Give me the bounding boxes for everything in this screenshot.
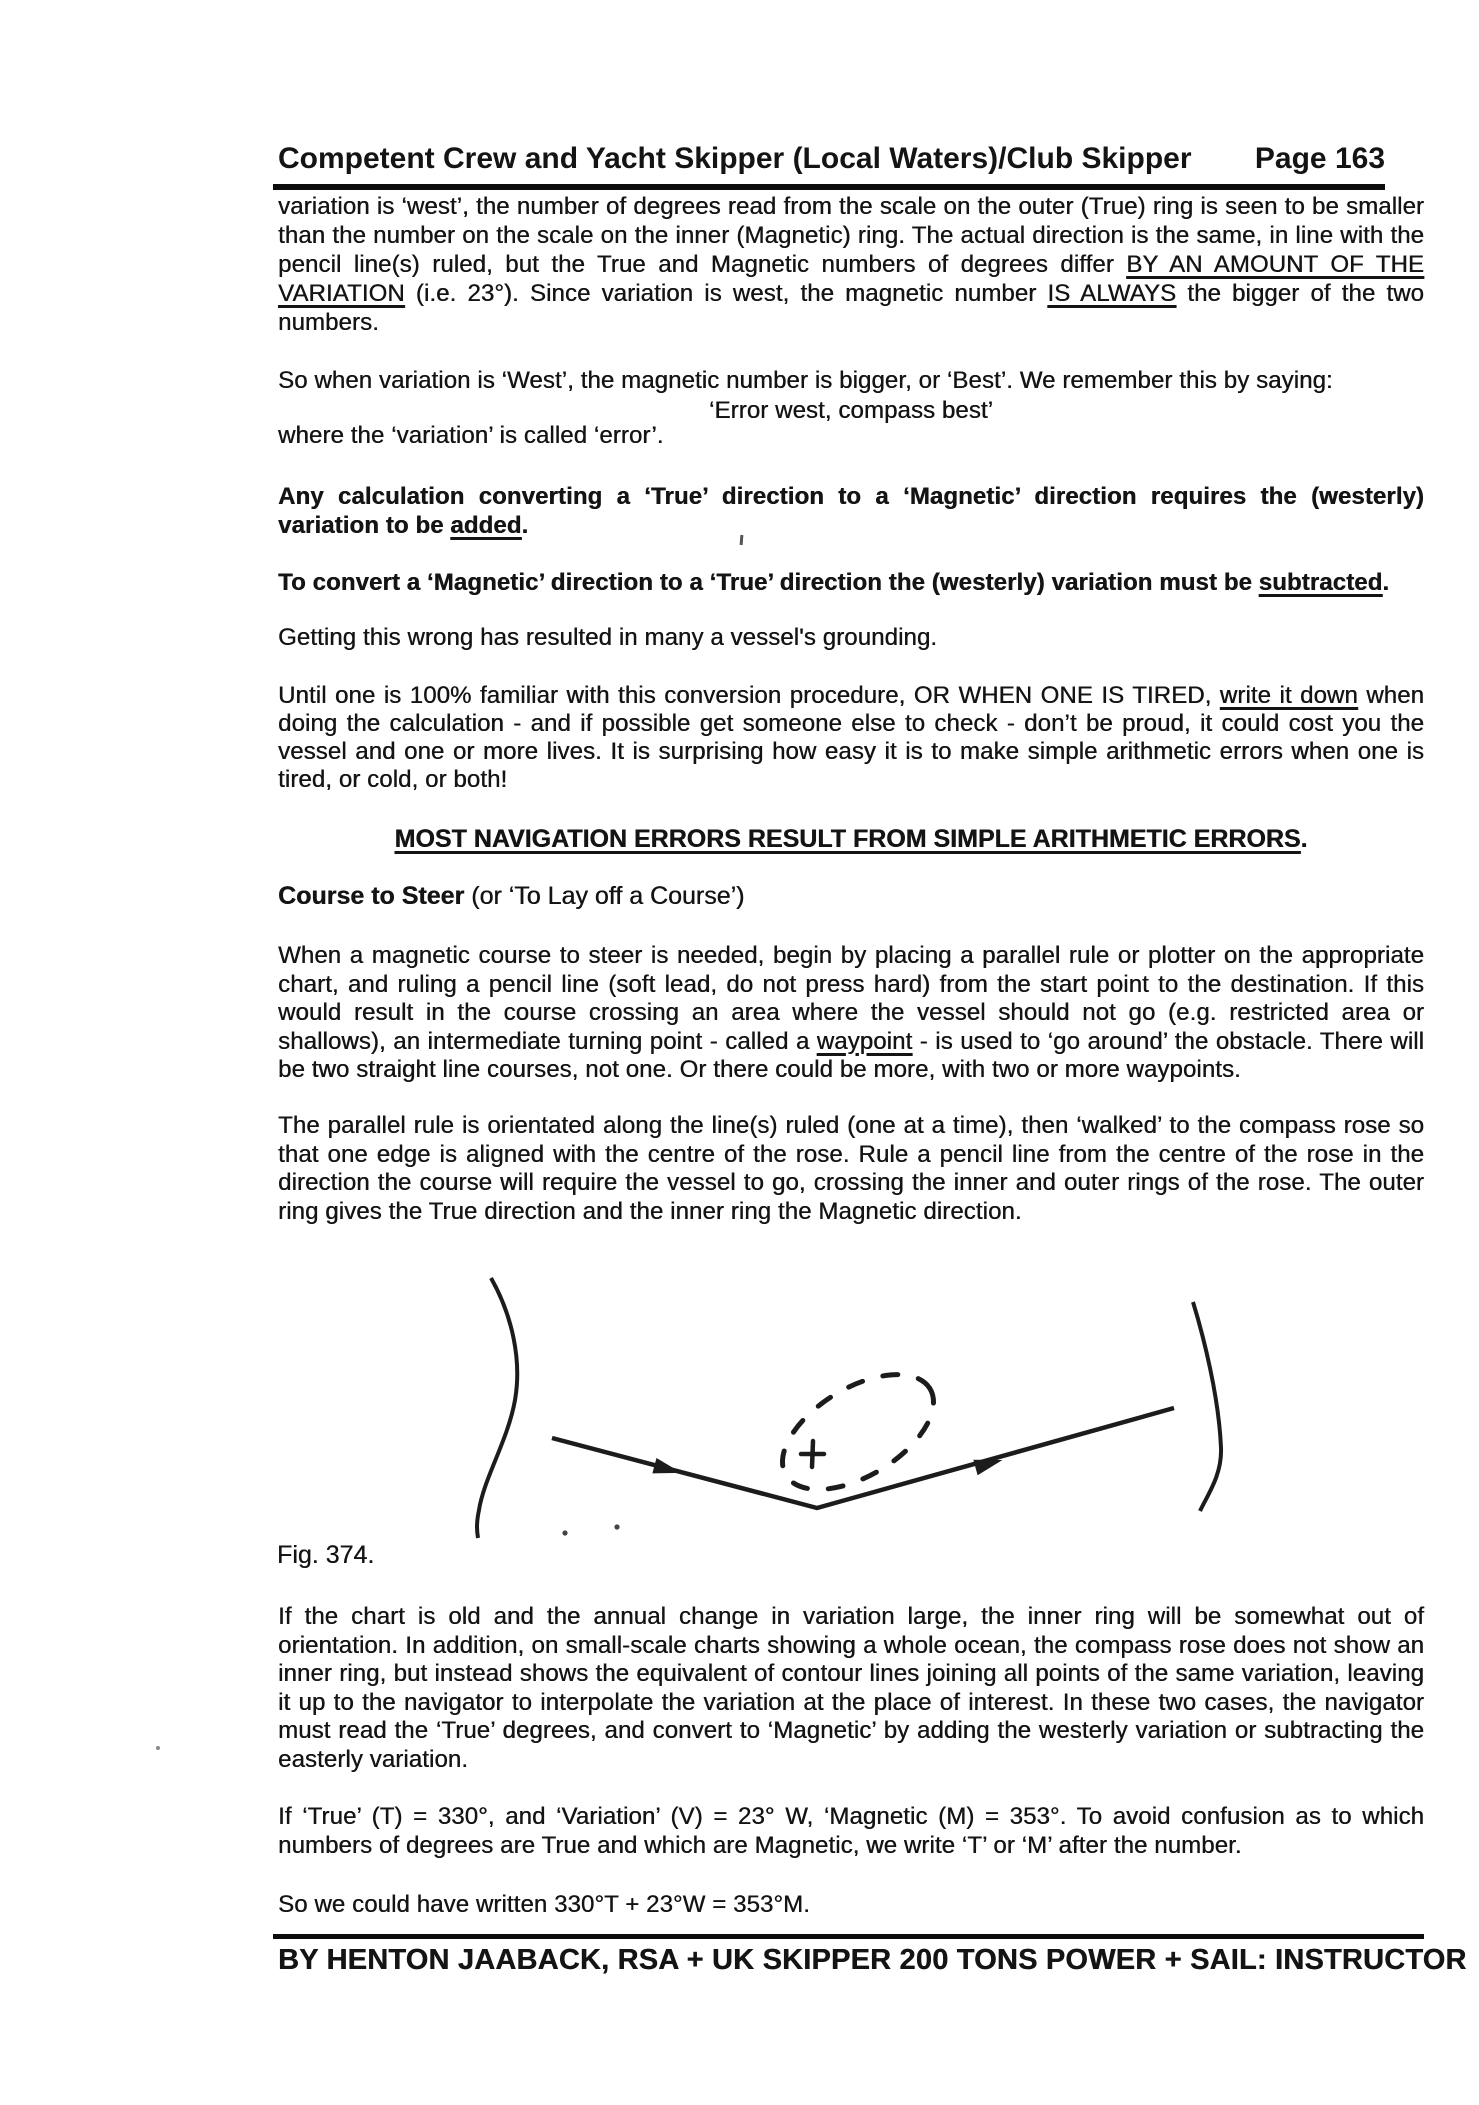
paragraph-true-variation-magnetic: If ‘True’ (T) = 330°, and ‘Variation’ (V) = 23° W, ‘Magnetic (M) = 353°. To avoid confusion as to which numbers of degrees are True and which are Magnetic, we write ‘T’ or ‘M’ after the number. bbox=[278, 1803, 1424, 1859]
paragraph-parallel-rule: The parallel rule is orientated along the line(s) ruled (one at a time), then ‘walked’ to the compass rose so that one edge is aligned with the centre of the rose. Rule a pencil line from the centre of the rose in the direction the course will require the vessel to go, crossing the inner and outer rings of the rose. The outer ring gives the True direction and the inner ring the Magnetic direction. bbox=[278, 1112, 1424, 1225]
line-variation-called-error: where the ‘variation’ is called ‘error’. bbox=[278, 422, 664, 449]
paragraph-error-west-intro: So when variation is ‘West’, the magnetic number is bigger, or ‘Best’. We remember this by saying: bbox=[278, 367, 1333, 394]
course-sketch-figure bbox=[300, 1260, 1300, 1600]
scan-speck bbox=[156, 1746, 160, 1750]
page-header bbox=[273, 142, 1385, 190]
page-title: Competent Crew and Yacht Skipper (Local Waters)/Club Skipper bbox=[278, 142, 1192, 175]
heading-course-to-steer: Course to Steer (or ‘To Lay off a Course’) bbox=[278, 882, 745, 910]
paragraph-old-chart: If the chart is old and the annual change in variation large, the inner ring will be somewhat out of orientation. In addition, on small-scale charts showing a whole ocean, the compass rose does not show an inner ring, but instead shows the equivalent of contour lines joining all points of the same variation, leaving it up to the navigator to interpolate the variation at the place of interest. In these two cases, the navigator must read the ‘True’ degrees, and convert to ‘Magnetic’ by adding the westerly variation or subtracting the easterly variation. bbox=[278, 1603, 1424, 1773]
paragraph-330T-example: So we could have written 330°T + 23°W = 353°M. bbox=[278, 1891, 810, 1918]
paragraph-magnetic-course: When a magnetic course to steer is needed, begin by placing a parallel rule or plotter on the appropriate chart, and ruling a pencil line (soft lead, do not press hard) from the start point to the destination. If this would result in the course crossing an area where the vessel should not go (e.g. restricted area or shallows), an intermediate turning point - called a waypoint - is used to ‘go around’ the obstacle. There will be two straight line courses, not one. Or there could be more, with two or more waypoints. bbox=[278, 942, 1424, 1083]
page-number: Page 163 bbox=[1254, 142, 1385, 175]
course-legs bbox=[552, 1408, 1174, 1508]
footer-author-line: BY HENTON JAABACK, RSA + UK SKIPPER 200 TONS POWER + SAIL: INSTRUCTOR bbox=[278, 1944, 1467, 1976]
figure-caption: Fig. 374. bbox=[277, 1541, 375, 1569]
paragraph-true-to-magnetic: Any calculation converting a ‘True’ direction to a ‘Magnetic’ direction requires the (westerly) variation to be added. bbox=[278, 483, 1424, 539]
left-coastline-curve bbox=[477, 1278, 517, 1538]
paragraph-variation-west: variation is ‘west’, the number of degrees read from the scale on the outer (True) ring is seen to be smaller than the number on the scale on the inner (Magnetic) ring. The actual direction is the same, in line with the pencil line(s) ruled, but the True and Magnetic numbers of degrees differ BY AN AMOUNT OF THE VARIATION (i.e. 23°). Since variation is west, the magnetic number IS ALWAYS the bigger of the two numbers. bbox=[278, 193, 1424, 336]
right-coastline-curve bbox=[1193, 1302, 1221, 1511]
line-error-west-compass-best: ‘Error west, compass best’ bbox=[708, 397, 993, 424]
paragraph-write-it-down: Until one is 100% familiar with this conversion procedure, OR WHEN ONE IS TIRED, write it down when doing the calculation - and if possible get someone else to check - don’t be proud, it could cost you the vessel and one or more lives. It is surprising how easy it is to make simple arithmetic errors when one is tired, or cold, or both! bbox=[278, 682, 1424, 793]
pencil-dot bbox=[614, 1524, 619, 1529]
waypoint-dashed-oval bbox=[763, 1351, 952, 1513]
scan-speck bbox=[740, 535, 744, 545]
heading-navigation-errors: MOST NAVIGATION ERRORS RESULT FROM SIMPLE ARITHMETIC ERRORS. bbox=[394, 825, 1308, 853]
waypoint-plus-mark bbox=[801, 1441, 824, 1467]
paragraph-magnetic-to-true: To convert a ‘Magnetic’ direction to a ‘True’ direction the (westerly) variation must be subtracted. bbox=[278, 569, 1390, 596]
paragraph-grounding: Getting this wrong has resulted in many a vessel's grounding. bbox=[278, 624, 938, 651]
pencil-dot bbox=[562, 1530, 567, 1535]
footer-divider bbox=[273, 1934, 1424, 1939]
